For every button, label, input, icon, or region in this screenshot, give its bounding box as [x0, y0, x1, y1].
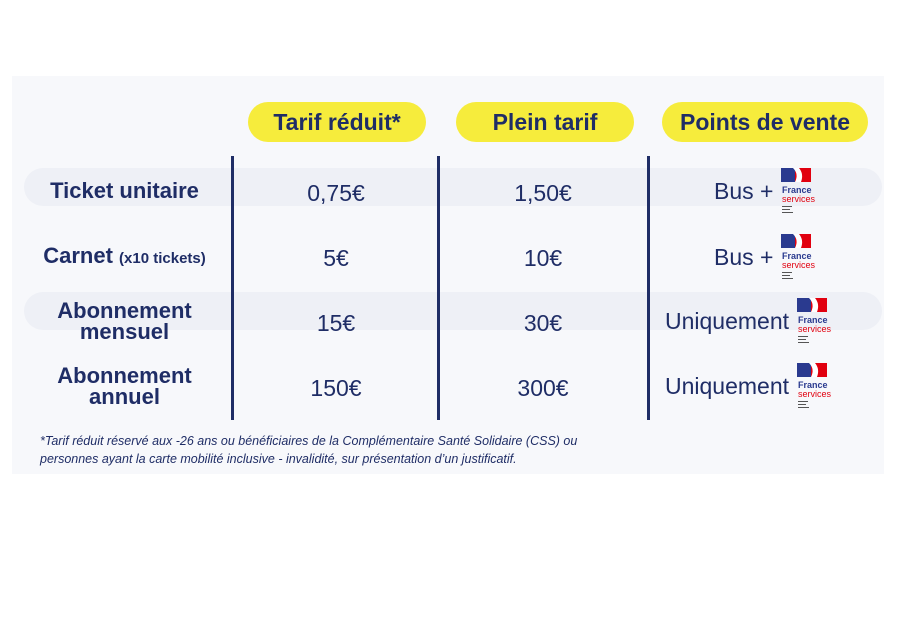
- full-price-cell: 300€: [517, 375, 569, 401]
- footnote-line1: *Tarif réduit réservé aux -26 ans ou bénéficiaires de la Complémentaire Santé Solidaire (CSS) ou: [40, 434, 578, 448]
- full-price-cell: 10€: [523, 245, 563, 271]
- logo-line1: France: [798, 315, 828, 325]
- sales-point-text: Bus +: [714, 243, 774, 270]
- column-divider: [437, 156, 440, 420]
- france-services-logo-icon: [781, 232, 827, 282]
- row-label-line1: Abonnement: [57, 363, 192, 388]
- footnote: [40, 432, 680, 468]
- row-label-monthly: [22, 300, 227, 342]
- footnote-line2: personnes ayant la carte mobilité inclusive - invalidité, sur présentation d’un justificatif.: [40, 452, 517, 466]
- row-label-carnet: [22, 245, 227, 269]
- reduced-price-cell: 0,75€: [307, 180, 365, 206]
- row-label-ticket: [22, 180, 227, 201]
- sales-point-cell: [714, 166, 827, 216]
- header-sales-points: Points de vente: [662, 102, 868, 142]
- full-price-cell: 30€: [523, 310, 563, 336]
- france-services-logo-icon: [797, 296, 843, 346]
- logo-line2: services: [782, 260, 816, 270]
- sales-point-text: Bus +: [714, 177, 774, 204]
- reduced-price-cell: 5€: [323, 245, 349, 271]
- row-label-line2: annuel: [89, 384, 160, 409]
- sales-point-text: Uniquement: [665, 372, 790, 399]
- column-divider: [231, 156, 234, 420]
- sales-point-text: Uniquement: [665, 307, 790, 334]
- sales-point-cell: [714, 232, 827, 282]
- row-label-suffix: (x10 tickets): [119, 250, 206, 267]
- row-label-line1: Abonnement: [57, 298, 192, 323]
- full-price-cell: 1,50€: [514, 180, 572, 206]
- logo-line2: services: [782, 194, 816, 204]
- logo-line1: France: [782, 251, 812, 261]
- logo-line1: France: [782, 185, 812, 195]
- header-reduced-price: Tarif réduit*: [248, 102, 426, 142]
- logo-line1: France: [798, 380, 828, 390]
- logo-line2: services: [798, 389, 832, 399]
- row-label-text: Ticket unitaire: [50, 178, 199, 203]
- row-label-text: Carnet: [43, 243, 113, 268]
- sales-point-cell: [665, 296, 843, 346]
- sales-point-cell: [665, 361, 843, 411]
- row-label-line2: mensuel: [79, 319, 170, 344]
- france-services-logo-icon: [797, 361, 843, 411]
- reduced-price-cell: 150€: [310, 375, 362, 401]
- france-services-logo-icon: [781, 166, 827, 216]
- reduced-price-cell: 15€: [316, 310, 356, 336]
- row-label-annual: [22, 365, 227, 407]
- header-full-price: Plein tarif: [456, 102, 634, 142]
- column-divider: [647, 156, 650, 420]
- logo-line2: services: [798, 324, 832, 334]
